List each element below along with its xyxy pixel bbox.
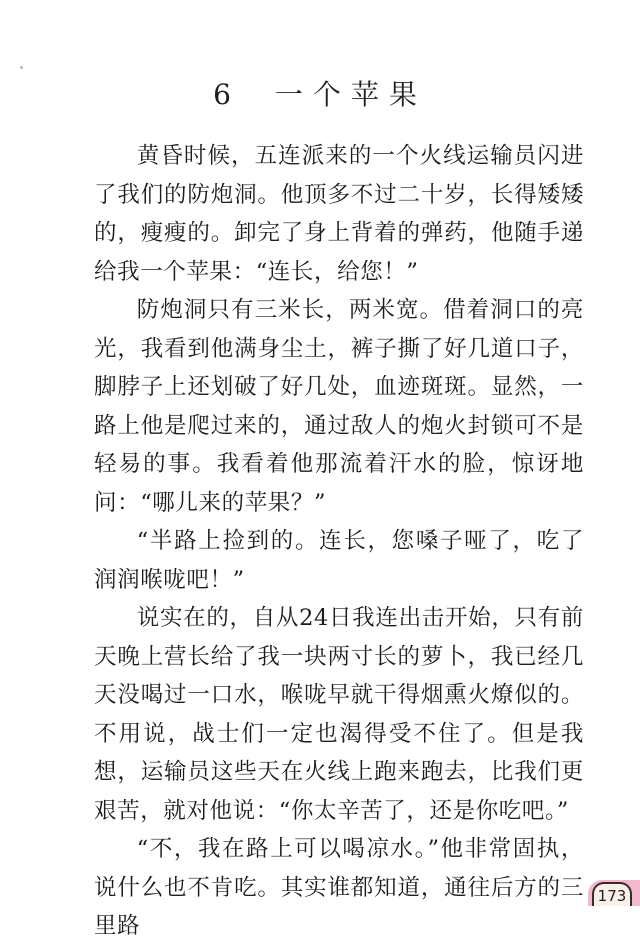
paragraph-3: “半路上捡到的。连长，您嗓子哑了，吃了润润喉咙吧！” bbox=[94, 528, 584, 593]
lesson-number: 6 bbox=[213, 78, 231, 111]
lesson-name: 一个苹果 bbox=[274, 78, 427, 111]
page-number-tab bbox=[588, 880, 640, 906]
page-number: 173 bbox=[592, 882, 632, 906]
scan-speck bbox=[20, 66, 23, 69]
lesson-title bbox=[0, 75, 640, 115]
paragraph-1: 黄昏时候，五连派来的一个火线运输员闪进了我们的防炮洞。他顶多不过二十岁，长得矮矮的，瘦瘦的。卸完了身上背着的弹药，他随手递给我一个苹果：“连长，给您！” bbox=[94, 143, 584, 285]
paragraph-4: 说实在的，自从24日我连出击开始，只有前天晚上营长给了我一块两寸长的萝卜，我已经几天没喝过一口水，喉咙早就干得烟熏火燎似的。不用说，战士们一定也渴得受不住了。但是我想，运输员这些天在火线上跑来跑去，比我们更艰苦，就对他说：“你太辛苦了，还是你吃吧。” bbox=[94, 605, 584, 824]
paragraph-2: 防炮洞只有三米长，两米宽。借着洞口的亮光，我看到他满身尘土，裤子撕了好几道口子，脚脖子上还划破了好几处，血迹斑斑。显然，一路上他是爬过来的，通过敌人的炮火封锁可不是轻易的事。我看着他那流着汗水的脸，惊讶地问：“哪儿来的苹果？” bbox=[94, 297, 584, 516]
paragraph-5: “不，我在路上可以喝凉水。”他非常固执，说什么也不肯吃。其实谁都知道，通往后方的三里路 bbox=[94, 836, 584, 939]
lesson-body bbox=[94, 137, 584, 946]
